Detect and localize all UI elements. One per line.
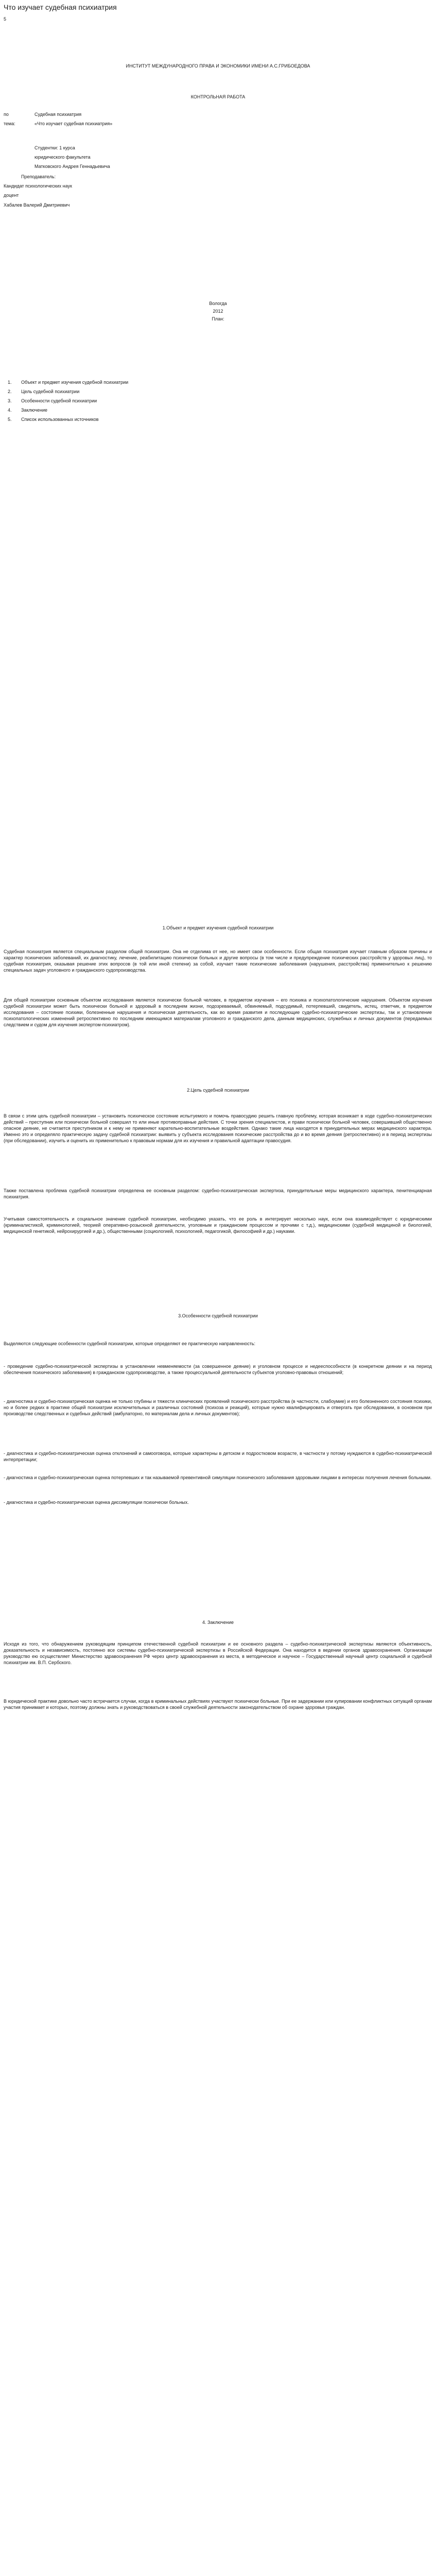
section2-paragraph: Учитывая самостоятельность и социальное значение судебной психиатрии, необходимо указать, что ее роль в интегрирует несколько наук, если она взаимодействует с юридическими (криминалистикой, криминологией, теорией оперативно-розыскной деятельности, уголовным и гражданским процессом и прочими с т.д.), медицинскими (судебной медициной и биологией, медицинской генетикой, нейрохирургией и др.), общественными (социологией, психологией, педагогикой, философией и др.) науками. <box>4 1216 432 1234</box>
year: 2012 <box>213 309 223 314</box>
student-faculty: юридического факультета <box>34 155 91 160</box>
section3-item: - диагностика и судебно-психиатрическая оценка диссимуляции психически больных. <box>4 1500 189 1505</box>
section1-heading: 1.Объект и предмет изучения судебной психиатрии <box>162 925 274 930</box>
section3-item: - диагностика и судебно-психиатрическая оценка потерпевших и так называемой превентивной симуляции психического заболевания здоровыми лицами в интересах получения лечения больными. <box>4 1475 432 1480</box>
section4-heading: 4. Заключение <box>202 1620 234 1625</box>
topic-key: тема: <box>4 121 15 126</box>
section1-paragraph: Судебная психиатрия является специальным разделом общей психиатрии. Она не отделима от нее, но имеет свои особенности. Если общая психиатрия изучает главным образом причины и характер психических заболеваний, их диагностику, лечение, реабилитацию психически больных и другие вопросы (в том числе и предупреждение психических расстройств у здоровых лиц), то судебная психиатрия, оказывая решение этих вопросов (в той или иной степени) за собой, изучает такие психические заболевания (нарушения, расстройства) применительно к решению специальных задач уголовного и гражданского судопроизводства. <box>4 949 432 973</box>
section2-paragraph: Также поставлена проблема судебной психиатрии определена ее основным разделом: судебно-психиатрическая экспертиза, принудительные меры медицинского характера, пенитенциарная психиатрия. <box>4 1188 432 1199</box>
subject-value: Судебная психиатрия <box>34 112 82 117</box>
city: Вологда <box>209 301 227 306</box>
section3-heading: 3.Особенности судебной психиатрии <box>178 1313 258 1318</box>
section3-item: - диагностика и судебно-психиатрическая оценка не только глубины и тяжести клинических проявлений психического расстройства (в частности, слабоумие) и его болезненного состояния психики, но и более редких в практике общей психиатрии исключительных и различных состояний (психоза и реакций), которые нужно квалифицировать и отвергать при обследовании, в основном при производстве следственных и судебных действий (амбулаторно, по материалам дела и личных документов); <box>4 1399 432 1416</box>
section3-item: - диагностика и судебно-психиатрическая оценка отклонений и самооговора, которые характерны в детском и подростковом возрасте, в частности у потому нуждаются в судебно-психиатрической интерпретации; <box>4 1451 432 1462</box>
section3-item: - проведение судебно-психиатрической экспертизы в установлении невменяемости (за совершенное деяние) и уголовном процессе и недееспособности (в конкретном деянии и на период обеспечения психического заболевания) в гражданском судопроизводстве, а также процессуальной деятельности субъектов уголовно-правовых отношений; <box>4 1364 432 1375</box>
section2-paragraph: В связи с этим цель судебной психиатрии – установить психическое состояние испытуемого и помочь правосудию решить главную проблему, которая возникает в ходе судебно-психиатрических действий – преступник или психически больной совершил то или иные противоправные действия. С точки зрения специалистов, и прави психически больной человек, совершивший общественно опасное деяние, не считается преступником и к нему не применяют карательно-воспитательные воздействия. Однако такие лица находятся в принудительных мерах медицинского характера. Именно это и определяло практическую задачу судебной психиатрии: выявить у субъекта исследования психические расстройства до и во время деяния (ретроспективно) и в период экспертизы (при обследовании), изучить и оценить их применительно к правовым нормам для их изучения и правильной адаптации правосудия. <box>4 1113 432 1143</box>
student-name: Матковского Андрея Геннадьевича <box>34 164 110 169</box>
institute-name: ИНСТИТУТ МЕЖДУНАРОДНОГО ПРАВА И ЭКОНОМИКИ ИМЕНИ А.С.ГРИБОЕДОВА <box>126 63 310 69</box>
section4-paragraph: В юридической практике довольно часто встречается случаи, когда в криминальных действиях участвуют психически больные. При ее задержании или купировании конфликтных ситуаций органам участия принимает и которых, поэтому должны знать и руководствоваться в своей служебной деятельности законодательством об охране здоровья граждан. <box>4 1699 432 1710</box>
topic-value: «Что изучает судебная психиатрия» <box>34 121 113 126</box>
subject-key: по <box>4 112 9 117</box>
section3-intro: Выделяются следующие особенности судебной психиатрии, которые определяют ее практическую направленность: <box>4 1341 256 1346</box>
teacher-degree: Кандидат психологических наук <box>4 183 72 189</box>
teacher-label: Преподаватель: <box>21 174 56 179</box>
teacher-name: Хабалев Валерий Дмитриевич <box>4 202 70 208</box>
page-title: Что изучает судебная психиатрия <box>4 3 117 11</box>
work-type: КОНТРОЛЬНАЯ РАБОТА <box>190 94 246 99</box>
teacher-rank: доцент <box>4 193 19 198</box>
page-number: 5 <box>4 16 7 22</box>
section2-heading: 2.Цель судебной психиатрии <box>187 1088 249 1093</box>
student-course: Студентки: 1 курса <box>34 145 75 150</box>
section1-paragraph: Для общей психиатрии основным объектом исследования является психически больной человек, в предметом изучения – его психика и психопатологические нарушения. Объектом изучения судебной психиатрии может быть психически больной и здоровый в последнем жизни, подозреваемый, обвиняемый, подсудимый, потерпевший, свидетель, истец, ответчик, в предметом исследования – состояние психики, болезненные нарушения и психическая деятельность, как во время развития и последующие судебно-психиатрические экспертизы, так и установление психопатологических изменений ретроспективно по последним имеющимся материалам уголовного и гражданского дела, данным медицинских, служебных и личных документов (передаемых следствием и судом для изучения экспертом-психиатром). <box>4 997 432 1027</box>
plan-title: План: <box>212 316 224 321</box>
section4-paragraph: Исходя из того, что обнаружением руководящим принципом отечественной судебной психиатрии и ее основного раздела – судебно-психиатрической экспертизы являются объективность, доказательность и независимость, постоянно все системы судебно-психиатрической экспертизы в Российской Федерации. Она находится в ведении органов здравоохранения. Организации руководство ею осуществляет Министерство здравоохранения РФ через центр здравоохранения из места, в методическое и научное – Государственный научный центр социальной и судебной психиатрии им. В.П. Сербского. <box>4 1641 432 1665</box>
